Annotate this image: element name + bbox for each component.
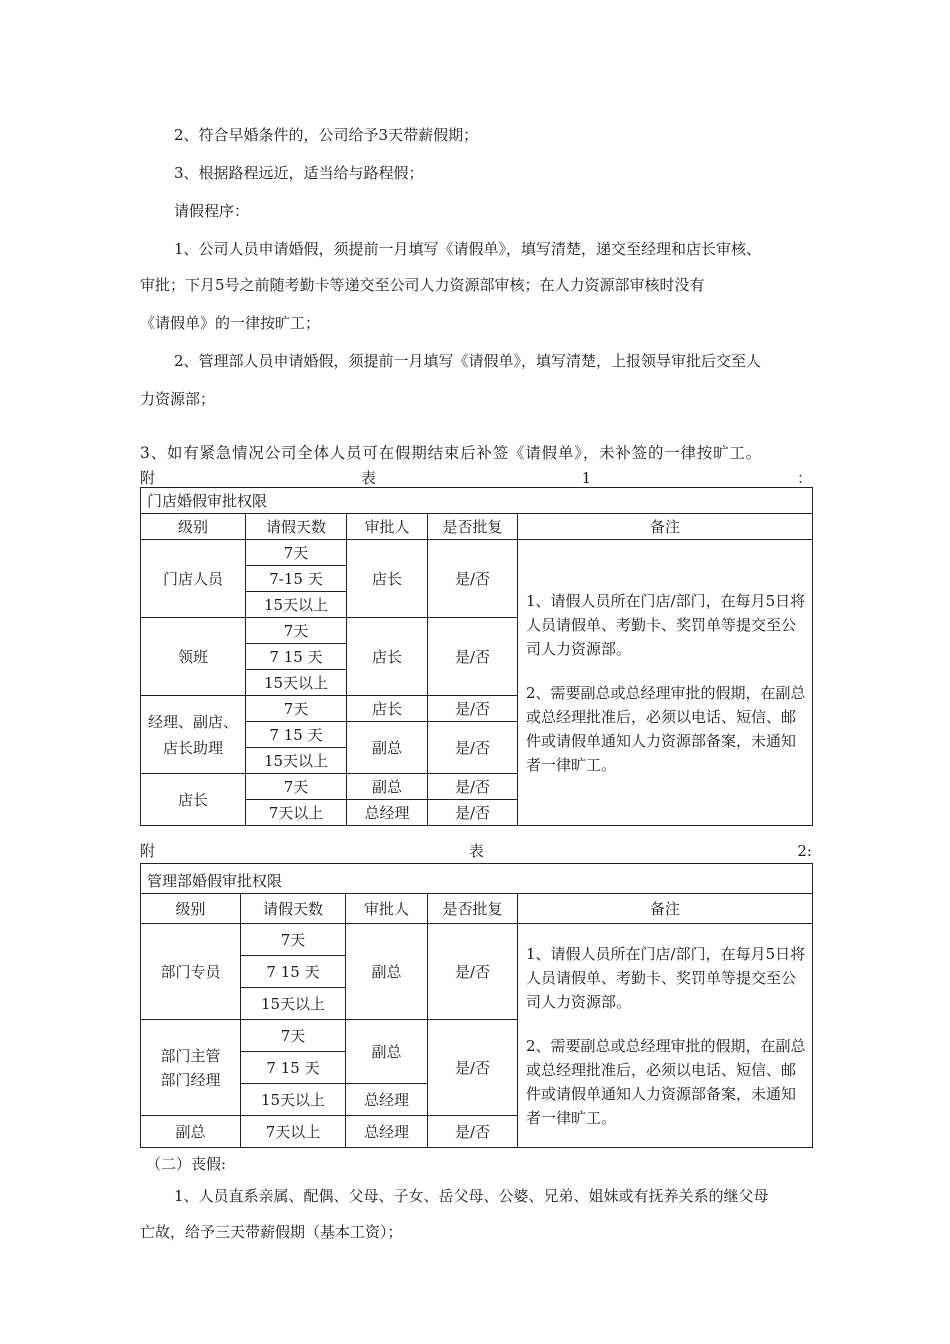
column-header: 审批人 (347, 514, 428, 540)
level-cell (141, 696, 246, 774)
column-header: 是否批复 (428, 514, 518, 540)
column-header: 备注 (518, 514, 813, 540)
table-caption: 门店婚假审批权限 (141, 488, 813, 514)
days-cell: 7天 (246, 540, 347, 566)
days-cell: 7-15 天 (246, 566, 347, 592)
note-2: 2、需要副总或总经理审批的假期，在副总或总经理批准后，必须以电话、短信、邮件或请假单通知人力资源部备案，未通知者一律旷工。 (526, 1036, 806, 1127)
level-cell (141, 1020, 241, 1116)
column-header: 请假天数 (246, 514, 347, 540)
days-cell: 15天以上 (246, 748, 347, 774)
approver-cell: 总经理 (346, 1084, 428, 1116)
reply-cell: 是/否 (428, 1116, 518, 1148)
column-header: 审批人 (346, 894, 428, 924)
attachment-1-char-a: 附 (140, 469, 156, 487)
paragraph-procedure-heading: 请假程序： (174, 202, 250, 220)
approver-cell: 店长 (347, 540, 428, 618)
notes-cell (518, 540, 813, 826)
days-cell: 15天以上 (241, 1084, 346, 1116)
management-approval-table (140, 863, 813, 1148)
approver-cell: 店长 (347, 618, 428, 696)
notes-cell (518, 924, 813, 1148)
note-1: 1、请假人员所在门店/部门，在每月5日将人员请假单、考勤卡、奖罚单等提交至公司人力资源部。 (526, 944, 806, 1011)
level-cell: 门店人员 (141, 540, 246, 618)
days-cell: 15天以上 (246, 592, 347, 618)
days-cell: 7 15 天 (246, 722, 347, 748)
column-header: 请假天数 (241, 894, 346, 924)
column-header: 备注 (518, 894, 813, 924)
approver-cell: 副总 (346, 924, 428, 1020)
attachment-2-char-a: 附 (140, 842, 156, 860)
reply-cell: 是/否 (428, 722, 518, 774)
level-line: 店长助理 (162, 738, 223, 757)
level-line: 部门经理 (160, 1070, 221, 1089)
level-line: 经理、副店、 (147, 712, 238, 731)
paragraph-travel-leave: 3、根据路程远近，适当给与路程假； (174, 164, 424, 182)
days-cell: 7天 (246, 774, 347, 800)
approver-cell: 总经理 (347, 800, 428, 826)
reply-cell: 是/否 (428, 924, 518, 1020)
attachment-1-char-c: 1 (581, 469, 592, 487)
section-2-paragraph-a: 1、人员直系亲属、配偶、父母、子女、岳父母、公婆、兄弟、姐妹或有抚养关系的继父母 (174, 1187, 769, 1205)
reply-cell: 是/否 (428, 1020, 518, 1116)
level-cell: 部门专员 (141, 924, 241, 1020)
reply-cell: 是/否 (428, 696, 518, 722)
paragraph-procedure-3: 3、如有紧急情况公司全体人员可在假期结束后补签《请假单》，未补签的一律按旷工。 (140, 444, 763, 462)
column-header: 级别 (141, 894, 241, 924)
days-cell: 7天以上 (241, 1116, 346, 1148)
days-cell: 7 15 天 (241, 956, 346, 988)
approver-cell: 店长 (347, 696, 428, 722)
note-2: 2、需要副总或总经理审批的假期，在副总或总经理批准后，必须以电话、短信、邮件或请假单通知人力资源部备案，未通知者一律旷工。 (526, 683, 806, 774)
approver-cell: 副总 (346, 1020, 428, 1084)
attachment-1-label (140, 468, 812, 488)
reply-cell: 是/否 (428, 540, 518, 618)
level-cell: 领班 (141, 618, 246, 696)
paragraph-early-marriage: 2、符合早婚条件的，公司给予3天带薪假期； (174, 126, 479, 144)
paragraph-procedure-1c: 《请假单》的一律按旷工； (140, 314, 321, 332)
paragraph-procedure-1a: 1、公司人员申请婚假，须提前一月填写《请假单》，填写清楚，递交至经理和店长审核、 (174, 240, 762, 258)
column-header: 级别 (141, 514, 246, 540)
approver-cell: 总经理 (346, 1116, 428, 1148)
note-1: 1、请假人员所在门店/部门，在每月5日将人员请假单、考勤卡、奖罚单等提交至公司人力资源部。 (526, 591, 806, 658)
level-cell: 店长 (141, 774, 246, 826)
days-cell: 7天以上 (246, 800, 347, 826)
store-approval-table (140, 487, 813, 826)
paragraph-procedure-2b: 力资源部； (140, 390, 216, 408)
paragraph-procedure-1b: 审批；下月5号之前随考勤卡等递交至公司人力资源部审核；在人力资源部审核时没有 (140, 276, 705, 294)
days-cell: 7 15 天 (241, 1052, 346, 1084)
days-cell: 15天以上 (246, 670, 347, 696)
approver-cell: 副总 (347, 774, 428, 800)
paragraph-procedure-2a: 2、管理部人员申请婚假，须提前一月填写《请假单》，填写清楚，上报领导审批后交至人 (174, 352, 762, 370)
column-header: 是否批复 (428, 894, 518, 924)
attachment-1-char-b: 表 (360, 469, 376, 487)
section-2-heading: （二）丧假: (146, 1155, 227, 1173)
section-2-paragraph-b: 亡故，给予三天带薪假期（基本工资）； (140, 1223, 403, 1241)
days-cell: 7 15 天 (246, 644, 347, 670)
days-cell: 7天 (246, 696, 347, 722)
attachment-2-char-c: 2: (797, 842, 812, 860)
attachment-1-char-d: ： (796, 469, 812, 487)
reply-cell: 是/否 (428, 618, 518, 696)
approver-cell: 副总 (347, 722, 428, 774)
attachment-2-char-b: 表 (468, 842, 484, 860)
table-caption: 管理部婚假审批权限 (141, 864, 813, 894)
days-cell: 7天 (246, 618, 347, 644)
reply-cell: 是/否 (428, 774, 518, 800)
attachment-2-label (140, 841, 812, 861)
level-cell: 副总 (141, 1116, 241, 1148)
days-cell: 7天 (241, 924, 346, 956)
days-cell: 15天以上 (241, 988, 346, 1020)
days-cell: 7天 (241, 1020, 346, 1052)
reply-cell: 是/否 (428, 800, 518, 826)
level-line: 部门主管 (160, 1046, 221, 1065)
